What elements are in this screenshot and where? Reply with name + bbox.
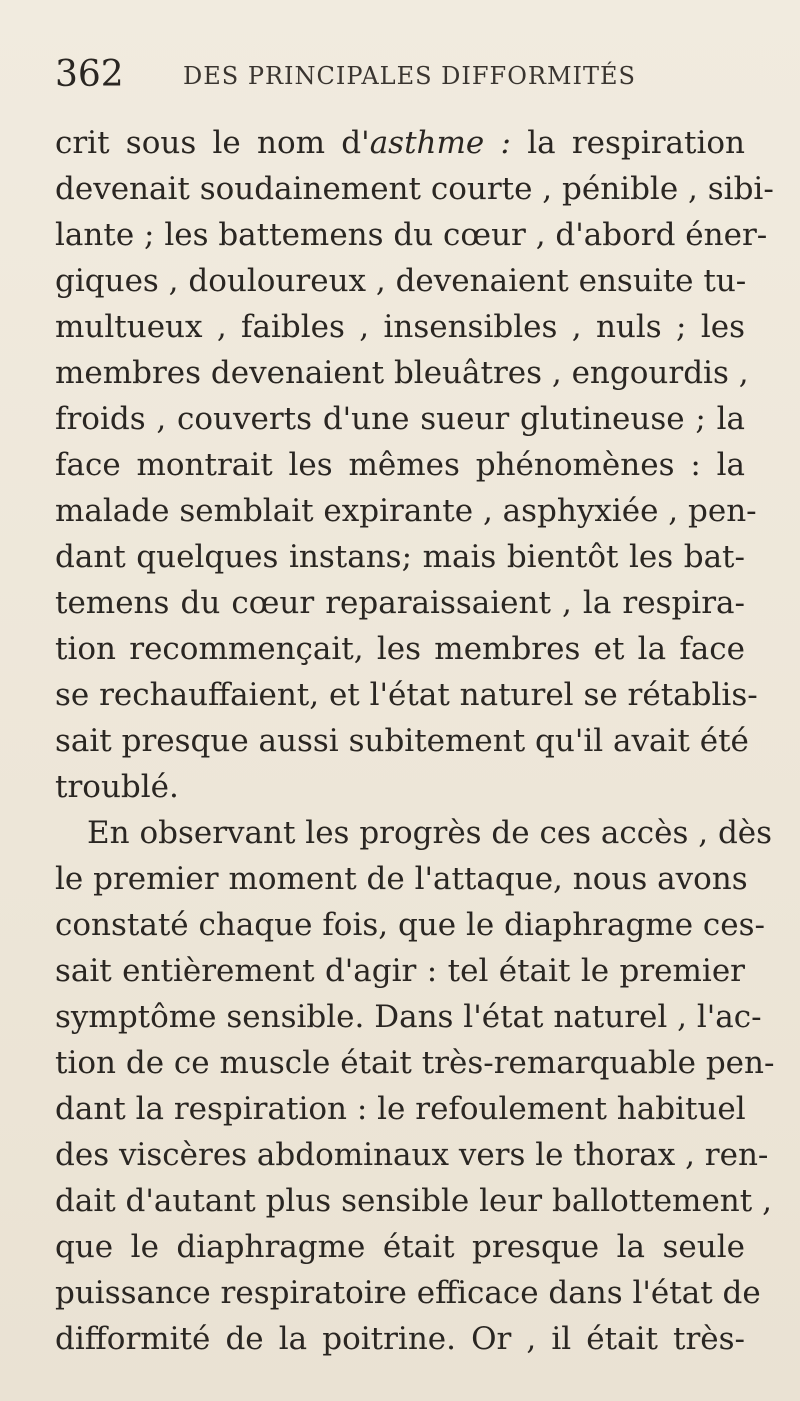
text-line: temens du cœur reparaissaient , la respira- bbox=[55, 585, 745, 621]
text-line: dant quelques instans; mais bientôt les bat- bbox=[55, 539, 745, 575]
paragraph-start-line: En observant les progrès de ces accès , dès bbox=[87, 815, 773, 851]
text-line: froids , couverts d'une sueur glutineuse ; la bbox=[55, 401, 745, 437]
text-line: membres devenaient bleuâtres , engourdis , bbox=[55, 355, 749, 391]
text-line: face montrait les mêmes phénomènes : la bbox=[55, 447, 745, 483]
text-line: tion de ce muscle était très-remarquable pen- bbox=[55, 1045, 775, 1081]
text-line: dait d'autant plus sensible leur ballottement , bbox=[55, 1183, 772, 1219]
text-line: que le diaphragme était presque la seule bbox=[55, 1229, 745, 1265]
text-line: tion recommençait, les membres et la face bbox=[55, 631, 745, 667]
text-line: symptôme sensible. Dans l'état naturel , l'ac- bbox=[55, 999, 762, 1035]
text-line: crit sous le nom d'asthme : la respiration bbox=[55, 125, 745, 161]
running-head: DES PRINCIPALES DIFFORMITÉS bbox=[183, 62, 636, 90]
page-header bbox=[55, 50, 695, 100]
text-line: le premier moment de l'attaque, nous avons bbox=[55, 861, 748, 897]
text-line: giques , douloureux , devenaient ensuite tu- bbox=[55, 263, 747, 299]
page-number: 362 bbox=[55, 54, 124, 95]
text-line: dant la respiration : le refoulement habituel bbox=[55, 1091, 746, 1127]
text-line: lante ; les battemens du cœur , d'abord éner- bbox=[55, 217, 768, 253]
text-line: devenait soudainement courte , pénible , sibi- bbox=[55, 171, 774, 207]
text-line: difformité de la poitrine. Or , il était très- bbox=[55, 1321, 745, 1357]
text-line: malade semblait expirante , asphyxiée , pen- bbox=[55, 493, 757, 529]
text-line: sait presque aussi subitement qu'il avait été bbox=[55, 723, 749, 759]
text-line: des viscères abdominaux vers le thorax , ren- bbox=[55, 1137, 769, 1173]
text-line: constaté chaque fois, que le diaphragme ces- bbox=[55, 907, 765, 943]
text-line: multueux , faibles , insensibles , nuls ; les bbox=[55, 309, 745, 345]
text-line: sait entièrement d'agir : tel était le premier bbox=[55, 953, 745, 989]
paragraph-end-line: troublé. bbox=[55, 769, 179, 805]
text-line: se rechauffaient, et l'état naturel se rétablis- bbox=[55, 677, 758, 713]
text-line: puissance respiratoire efficace dans l'état de bbox=[55, 1275, 761, 1311]
body-text bbox=[55, 120, 775, 1362]
